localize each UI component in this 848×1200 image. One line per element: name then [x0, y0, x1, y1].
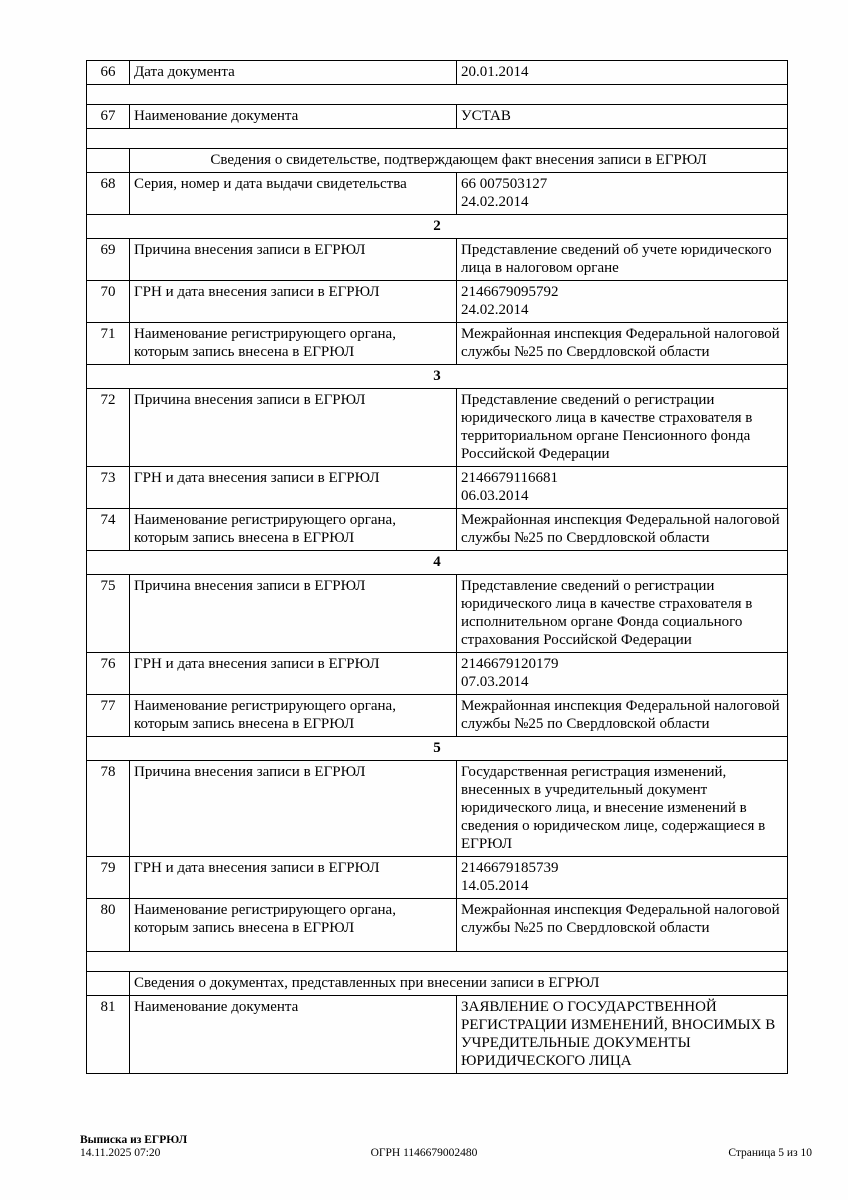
record-row	[87, 575, 788, 653]
group-number-row	[87, 365, 788, 389]
attribute-value-line: Представление сведений об учете юридического лица в налоговом органе	[461, 242, 772, 276]
attribute-value-line: Межрайонная инспекция Федеральной налоговой службы №25 по Свердловской области	[461, 902, 780, 936]
section-header-row	[87, 149, 788, 173]
record-row	[87, 996, 788, 1074]
record-row	[87, 105, 788, 129]
attribute-value-cell	[457, 899, 788, 952]
footer-doc-type: Выписка из ЕГРЮЛ	[80, 1134, 188, 1146]
attribute-name-cell: ГРН и дата внесения записи в ЕГРЮЛ	[130, 653, 457, 695]
attribute-value-cell	[457, 695, 788, 737]
record-row	[87, 173, 788, 215]
row-number-cell: 73	[87, 467, 130, 509]
group-number-row	[87, 737, 788, 761]
group-number-cell: 2	[87, 215, 788, 239]
attribute-value-line: ЗАЯВЛЕНИЕ О ГОСУДАРСТВЕННОЙ РЕГИСТРАЦИИ ИЗМЕНЕНИЙ, ВНОСИМЫХ В УЧРЕДИТЕЛЬНЫЕ ДОКУМЕНТЫ ЮРИДИЧЕСКОГО ЛИЦА	[461, 999, 776, 1069]
record-row	[87, 653, 788, 695]
spacer-row	[87, 85, 788, 105]
attribute-name-cell: Наименование документа	[130, 996, 457, 1074]
record-row	[87, 695, 788, 737]
group-number-cell: 5	[87, 737, 788, 761]
row-number-cell: 78	[87, 761, 130, 857]
attribute-value-line: 2146679116681	[461, 470, 558, 486]
attribute-name-cell: Наименование регистрирующего органа, которым запись внесена в ЕГРЮЛ	[130, 899, 457, 952]
spacer-cell	[87, 85, 788, 105]
section-header-row	[87, 972, 788, 996]
attribute-value-cell	[457, 996, 788, 1074]
row-number-cell: 70	[87, 281, 130, 323]
row-number-cell: 79	[87, 857, 130, 899]
row-number-cell: 67	[87, 105, 130, 129]
attribute-value-line: Представление сведений о регистрации юридического лица в качестве страхователя в исполнительном органе Фонда социального страхования Российской Федерации	[461, 578, 753, 648]
attribute-name-cell: ГРН и дата внесения записи в ЕГРЮЛ	[130, 467, 457, 509]
attribute-value-line: 14.05.2014	[461, 878, 529, 894]
group-number-row	[87, 551, 788, 575]
row-number-cell: 76	[87, 653, 130, 695]
attribute-value-line: 2146679185739	[461, 860, 559, 876]
row-number-cell	[87, 149, 130, 173]
row-number-cell: 68	[87, 173, 130, 215]
row-number-cell: 80	[87, 899, 130, 952]
spacer-row	[87, 129, 788, 149]
attribute-value-cell	[457, 467, 788, 509]
record-row	[87, 857, 788, 899]
record-row	[87, 899, 788, 952]
attribute-name-cell: Наименование регистрирующего органа, которым запись внесена в ЕГРЮЛ	[130, 509, 457, 551]
attribute-value-line: 2146679095792	[461, 284, 559, 300]
attribute-value-line: Межрайонная инспекция Федеральной налоговой службы №25 по Свердловской области	[461, 326, 780, 360]
record-row	[87, 761, 788, 857]
row-number-cell: 69	[87, 239, 130, 281]
attribute-name-cell: Дата документа	[130, 61, 457, 85]
attribute-value-line: Межрайонная инспекция Федеральной налоговой службы №25 по Свердловской области	[461, 512, 780, 546]
footer-ogrn: ОГРН 1146679002480	[370, 1147, 478, 1159]
attribute-name-cell: Серия, номер и дата выдачи свидетельства	[130, 173, 457, 215]
record-row	[87, 509, 788, 551]
footer-datetime: 14.11.2025 07:20	[80, 1147, 161, 1159]
record-row	[87, 61, 788, 85]
attribute-value-line: 06.03.2014	[461, 488, 529, 504]
footer-page-number: Страница 5 из 10	[728, 1147, 812, 1159]
attribute-name-cell: Наименование документа	[130, 105, 457, 129]
record-row	[87, 467, 788, 509]
row-number-cell: 66	[87, 61, 130, 85]
group-number-cell: 4	[87, 551, 788, 575]
record-row	[87, 323, 788, 365]
attribute-value-line: Представление сведений о регистрации юридического лица в качестве страхователя в территориальном органе Пенсионного фонда Российской Федерации	[461, 392, 753, 462]
attribute-value-cell	[457, 281, 788, 323]
row-number-cell: 74	[87, 509, 130, 551]
row-number-cell	[87, 972, 130, 996]
attribute-value-line: УСТАВ	[461, 108, 511, 124]
record-row	[87, 239, 788, 281]
attribute-value-line: Межрайонная инспекция Федеральной налоговой службы №25 по Свердловской области	[461, 698, 780, 732]
record-row	[87, 281, 788, 323]
row-number-cell: 77	[87, 695, 130, 737]
section-header-cell: Сведения о свидетельстве, подтверждающем факт внесения записи в ЕГРЮЛ	[130, 149, 788, 173]
attribute-value-line: 24.02.2014	[461, 194, 529, 210]
section-header-cell: Сведения о документах, представленных при внесении записи в ЕГРЮЛ	[130, 972, 788, 996]
group-number-row	[87, 215, 788, 239]
attribute-name-cell: Наименование регистрирующего органа, которым запись внесена в ЕГРЮЛ	[130, 323, 457, 365]
record-row	[87, 389, 788, 467]
attribute-value-cell	[457, 761, 788, 857]
attribute-name-cell: Причина внесения записи в ЕГРЮЛ	[130, 389, 457, 467]
attribute-name-cell: Наименование регистрирующего органа, которым запись внесена в ЕГРЮЛ	[130, 695, 457, 737]
attribute-value-cell	[457, 509, 788, 551]
attribute-name-cell: ГРН и дата внесения записи в ЕГРЮЛ	[130, 281, 457, 323]
attribute-value-line: 20.01.2014	[461, 64, 529, 80]
attribute-value-line: Государственная регистрация изменений, внесенных в учредительный документ юридического лица, и внесение изменений в сведения о юридическом лице, содержащиеся в ЕГРЮЛ	[461, 764, 766, 852]
egrul-records-table	[86, 60, 788, 1074]
attribute-value-line: 2146679120179	[461, 656, 559, 672]
spacer-cell	[87, 952, 788, 972]
attribute-value-cell	[457, 857, 788, 899]
attribute-value-cell	[457, 323, 788, 365]
spacer-cell	[87, 129, 788, 149]
row-number-cell: 72	[87, 389, 130, 467]
attribute-value-cell	[457, 61, 788, 85]
attribute-value-cell	[457, 653, 788, 695]
attribute-name-cell: ГРН и дата внесения записи в ЕГРЮЛ	[130, 857, 457, 899]
row-number-cell: 75	[87, 575, 130, 653]
group-number-cell: 3	[87, 365, 788, 389]
attribute-name-cell: Причина внесения записи в ЕГРЮЛ	[130, 761, 457, 857]
attribute-value-cell	[457, 173, 788, 215]
attribute-value-line: 24.02.2014	[461, 302, 529, 318]
attribute-value-cell	[457, 105, 788, 129]
attribute-value-cell	[457, 389, 788, 467]
attribute-name-cell: Причина внесения записи в ЕГРЮЛ	[130, 239, 457, 281]
attribute-value-cell	[457, 575, 788, 653]
attribute-value-line: 07.03.2014	[461, 674, 529, 690]
egrul-table-body	[87, 61, 788, 1074]
row-number-cell: 71	[87, 323, 130, 365]
spacer-row	[87, 952, 788, 972]
attribute-name-cell: Причина внесения записи в ЕГРЮЛ	[130, 575, 457, 653]
attribute-value-line: 66 007503127	[461, 176, 548, 192]
row-number-cell: 81	[87, 996, 130, 1074]
attribute-value-cell	[457, 239, 788, 281]
